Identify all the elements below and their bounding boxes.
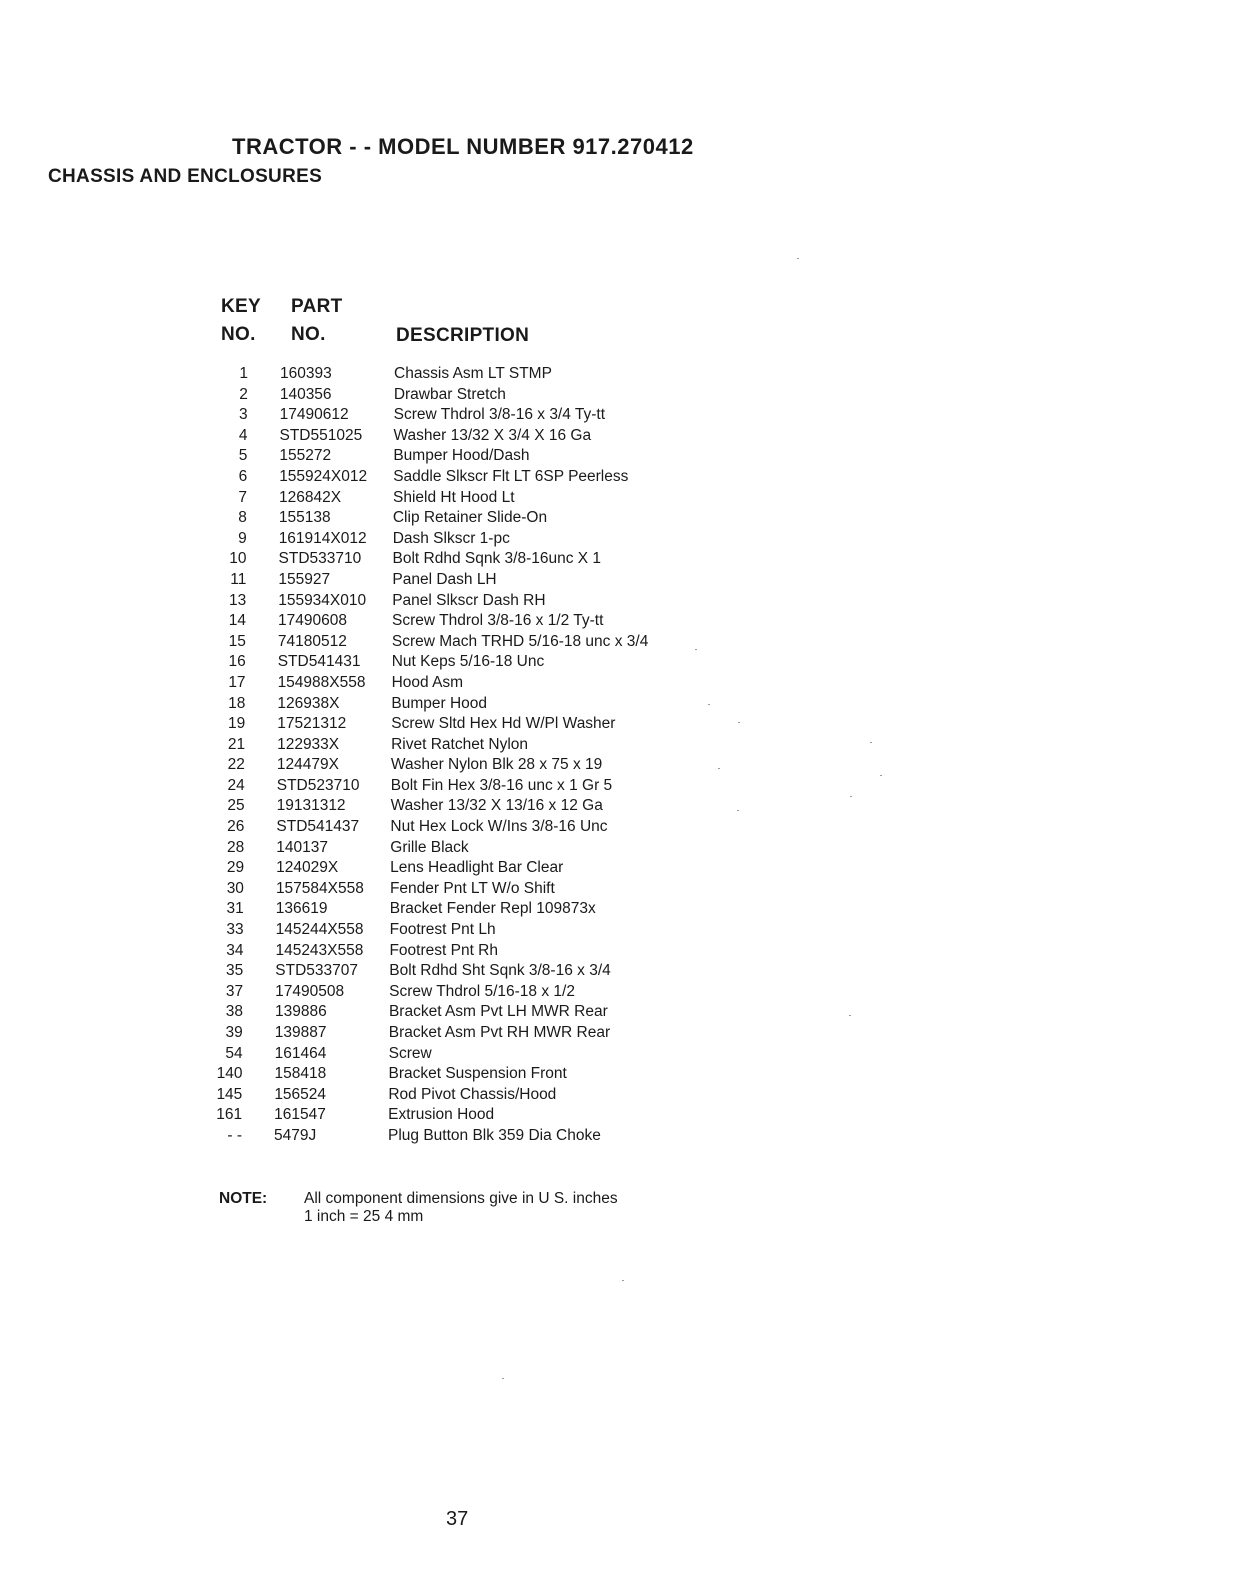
key-number: 28: [227, 838, 245, 856]
part-description: Saddle Slkscr Flt LT 6SP Peerless: [393, 467, 629, 485]
part-number: STD541431: [277, 653, 361, 671]
part-number: 17490612: [279, 406, 349, 424]
parts-row: [0, 1023, 1244, 1044]
key-number: 16: [228, 653, 246, 671]
key-number: 31: [226, 900, 244, 918]
description-column-header: DESCRIPTION: [396, 325, 530, 346]
parts-row: [0, 858, 1244, 879]
part-description: Washer 13/32 X 3/4 X 16 Ga: [393, 426, 592, 444]
parts-row: [0, 467, 1244, 488]
key-number: 6: [238, 467, 248, 485]
key-number: 33: [226, 921, 244, 939]
part-description: Fender Pnt LT W/o Shift: [389, 879, 555, 897]
part-description: Nut Keps 5/16-18 Unc: [391, 653, 545, 671]
part-number: 5479J: [274, 1126, 317, 1144]
key-number: 140: [216, 1065, 243, 1083]
scan-speck: [870, 742, 872, 743]
parts-row: [0, 1002, 1244, 1023]
key-number: 5: [238, 447, 248, 465]
parts-row: [0, 591, 1244, 612]
part-description: Footrest Pnt Lh: [389, 921, 496, 939]
parts-row: [0, 920, 1244, 941]
part-number: 155924X012: [279, 467, 368, 485]
key-number: 10: [229, 550, 247, 568]
scan-speck: [622, 1280, 624, 1281]
part-description: Clip Retainer Slide-On: [392, 509, 548, 527]
part-description: Panel Dash LH: [392, 570, 497, 588]
parts-row: [0, 488, 1244, 509]
part-description: Bumper Hood: [391, 694, 488, 712]
part-number: 140356: [279, 385, 332, 403]
part-description: Bracket Asm Pvt RH MWR Rear: [388, 1024, 611, 1041]
note-line-2: 1 inch = 25 4 mm: [304, 1208, 424, 1225]
part-number: 145243X558: [275, 941, 364, 959]
part-description: Lens Headlight Bar Clear: [390, 859, 564, 877]
parts-row: [0, 961, 1244, 982]
key-number: 26: [227, 818, 245, 836]
part-number: STD551025: [279, 426, 363, 444]
part-description: Washer 13/32 X 13/16 x 12 Ga: [390, 797, 603, 815]
parts-row: [0, 1064, 1244, 1085]
part-description: Footrest Pnt Rh: [389, 941, 498, 959]
part-description: Chassis Asm LT STMP: [394, 365, 552, 382]
part-number: 161464: [274, 1044, 327, 1062]
part-number: 124029X: [276, 859, 339, 877]
part-description: Screw Mach TRHD 5/16-18 unc x 3/4: [391, 632, 649, 650]
scan-speck: [737, 810, 739, 811]
part-number: 155934X010: [278, 591, 367, 609]
part-number: 158418: [274, 1065, 327, 1083]
scan-speck: [502, 1378, 504, 1379]
scan-speck: [850, 796, 852, 797]
part-number: 140137: [276, 838, 328, 856]
part-number: 160393: [280, 365, 332, 382]
key-number: 15: [228, 632, 246, 650]
scan-speck: [880, 775, 882, 776]
part-number: 74180512: [277, 632, 347, 650]
part-number: 156524: [274, 1085, 327, 1103]
key-number: 3: [239, 406, 248, 424]
part-number: STD523710: [276, 776, 360, 794]
parts-row: [0, 529, 1244, 550]
part-column-header-line2: NO.: [291, 324, 326, 345]
part-description: Nut Hex Lock W/Ins 3/8-16 Unc: [390, 818, 608, 836]
part-description: Panel Slkscr Dash RH: [392, 591, 546, 609]
parts-row: [0, 982, 1244, 1003]
part-number: 155272: [279, 447, 332, 465]
parts-row: [0, 426, 1244, 447]
key-number: - -: [227, 1126, 242, 1144]
key-number: 18: [228, 694, 246, 712]
key-number: 37: [225, 982, 244, 1000]
scan-speck: [718, 768, 720, 769]
key-number: 145: [216, 1085, 243, 1103]
parts-row: [0, 405, 1244, 426]
part-description: Screw Sltd Hex Hd W/Pl Washer: [391, 715, 616, 733]
parts-row: [0, 941, 1244, 962]
part-description: Bracket Suspension Front: [388, 1065, 567, 1083]
parts-row: [0, 611, 1244, 632]
parts-row: [0, 385, 1244, 406]
parts-row: [0, 735, 1244, 756]
part-description: Hood Asm: [391, 673, 464, 691]
document-title: TRACTOR - - MODEL NUMBER 917.270412: [232, 134, 694, 159]
key-number: 4: [238, 426, 248, 444]
part-column-header-line1: PART: [291, 296, 343, 317]
parts-row: [0, 1126, 1244, 1147]
part-description: Washer Nylon Blk 28 x 75 x 19: [390, 756, 603, 774]
parts-row: [0, 446, 1244, 467]
part-number: 124479X: [276, 756, 339, 774]
key-number: 13: [228, 591, 247, 609]
parts-row: [0, 755, 1244, 776]
key-number: 161: [216, 1106, 243, 1124]
key-number: 1: [239, 365, 248, 382]
key-number: 2: [239, 385, 248, 403]
part-description: Plug Button Blk 359 Dia Choke: [388, 1126, 601, 1144]
part-number: 17490508: [275, 982, 345, 1000]
part-number: 145244X558: [275, 921, 364, 939]
part-number: 126938X: [277, 694, 340, 712]
part-number: 139887: [274, 1024, 327, 1041]
parts-row: [0, 570, 1244, 591]
scan-speck: [708, 704, 710, 705]
key-number: 38: [225, 1003, 243, 1021]
key-number: 7: [238, 488, 248, 506]
parts-row: [0, 796, 1244, 817]
key-number: 35: [226, 962, 244, 980]
key-number: 9: [238, 529, 247, 547]
part-number: 136619: [275, 900, 328, 918]
part-number: 155927: [278, 570, 331, 588]
page-number: 37: [446, 1508, 469, 1530]
parts-row: [0, 632, 1244, 653]
key-number: 19: [227, 715, 246, 733]
key-column-header-line2: NO.: [221, 324, 256, 345]
part-number: 17490608: [278, 612, 348, 630]
key-number: 34: [226, 941, 244, 959]
parts-row: [0, 694, 1244, 715]
section-subtitle: CHASSIS AND ENCLOSURES: [48, 166, 323, 187]
part-description: Bolt Rdhd Sht Sqnk 3/8-16 x 3/4: [389, 962, 611, 980]
parts-list: [0, 364, 1244, 1147]
key-number: 21: [227, 735, 246, 753]
parts-row: [0, 879, 1244, 900]
part-description: Bolt Rdhd Sqnk 3/8-16unc X 1: [392, 550, 602, 568]
parts-row: [0, 838, 1244, 859]
part-description: Screw Thdrol 3/8-16 x 3/4 Ty-tt: [393, 406, 606, 424]
parts-row: [0, 1085, 1244, 1106]
key-number: 39: [225, 1024, 243, 1041]
part-number: 157584X558: [275, 879, 364, 897]
part-description: Bumper Hood/Dash: [393, 447, 530, 465]
part-number: STD533707: [275, 962, 359, 980]
part-description: Shield Ht Hood Lt: [393, 488, 515, 506]
key-number: 17: [228, 673, 246, 691]
key-number: 8: [238, 509, 247, 527]
key-number: 24: [227, 776, 245, 794]
key-number: 11: [230, 570, 247, 588]
key-number: 54: [225, 1044, 243, 1062]
part-description: Rivet Ratchet Nylon: [391, 735, 529, 753]
part-description: Bracket Asm Pvt LH MWR Rear: [388, 1003, 608, 1021]
note-label: NOTE:: [219, 1190, 268, 1207]
parts-row: [0, 508, 1244, 529]
part-number: 161547: [274, 1106, 326, 1124]
parts-row: [0, 364, 1244, 385]
part-number: STD533710: [278, 550, 362, 568]
part-number: 155138: [278, 509, 331, 527]
part-number: 19131312: [276, 797, 346, 815]
key-number: 22: [227, 756, 245, 774]
key-number: 14: [228, 612, 247, 630]
scan-speck: [797, 258, 799, 259]
parts-row: [0, 1105, 1244, 1126]
part-description: Screw Thdrol 3/8-16 x 1/2 Ty-tt: [392, 612, 604, 630]
key-number: 30: [226, 879, 244, 897]
scan-speck: [738, 722, 740, 723]
part-number: STD541437: [276, 818, 360, 836]
parts-row: [0, 714, 1244, 735]
parts-row: [0, 652, 1244, 673]
part-description: Drawbar Stretch: [393, 385, 506, 403]
part-number: 17521312: [277, 715, 347, 733]
part-number: 139886: [274, 1003, 327, 1021]
part-description: Screw: [388, 1044, 432, 1062]
note-text: [304, 1190, 618, 1226]
part-description: Bolt Fin Hex 3/8-16 unc x 1 Gr 5: [390, 776, 613, 794]
scan-speck: [695, 649, 697, 650]
key-number: 29: [226, 859, 245, 877]
parts-row: [0, 817, 1244, 838]
part-description: Bracket Fender Repl 109873x: [389, 900, 596, 918]
part-number: 154988X558: [277, 673, 366, 691]
part-description: Grille Black: [390, 838, 469, 856]
part-description: Rod Pivot Chassis/Hood: [388, 1085, 557, 1103]
scan-speck: [849, 1015, 851, 1016]
part-description: Extrusion Hood: [388, 1106, 495, 1124]
key-number: 25: [227, 797, 245, 815]
parts-row: [0, 1044, 1244, 1065]
part-number: 161914X012: [278, 529, 367, 547]
part-description: Screw Thdrol 5/16-18 x 1/2: [389, 982, 575, 1000]
part-number: 122933X: [277, 735, 340, 753]
note-line-1: All component dimensions give in U S. inches: [304, 1190, 618, 1207]
parts-row: [0, 899, 1244, 920]
part-description: Dash Slkscr 1-pc: [392, 529, 510, 547]
part-number: 126842X: [279, 488, 342, 506]
key-column-header-line1: KEY: [221, 296, 261, 317]
parts-row: [0, 549, 1244, 570]
parts-row: [0, 673, 1244, 694]
parts-row: [0, 776, 1244, 797]
